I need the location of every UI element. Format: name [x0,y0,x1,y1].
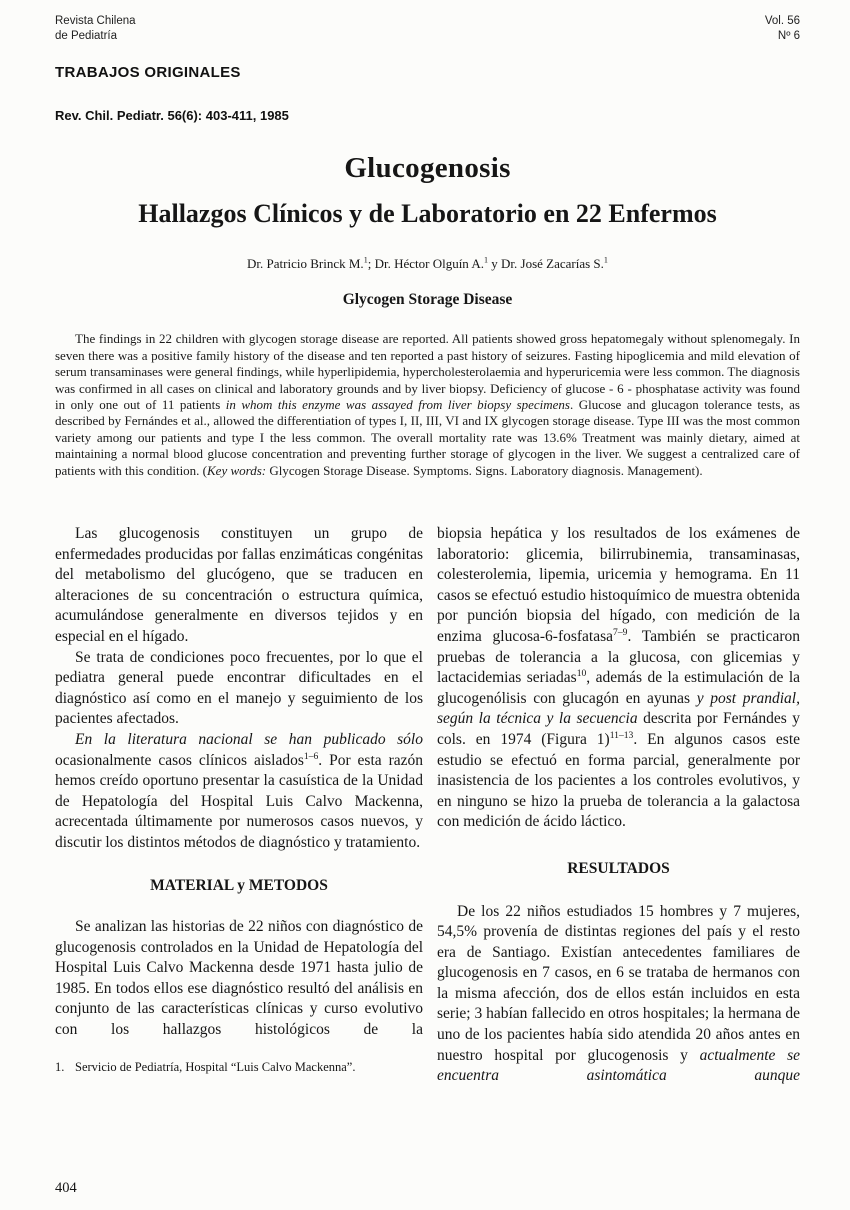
section-label: TRABAJOS ORIGINALES [55,64,241,82]
article-subtitle: Hallazgos Clínicos y de Laboratorio en 22 Enfermos [138,199,717,229]
paragraph-methods-continued: biopsia hepática y los resultados de los exámenes de laboratorio: glicemia, bilirrubinemia, transaminasas, colesterolemia, lipemia, uricemia y hemograma. En 11 casos se efectuó estudio histoquímico de muestra obtenida por punción biopsia del hígado, con medición de la enzima glucosa-6-fosfatasa$^{7-9}$. También se practicaron pruebas de tolerancia a la glucosa, con glicemias y lactacidemias seriadas$^{10}$, además de la estimulación de la glucogenólisis con glucagón en ayunas y post prandial, según la técnica y la secuencia descrita por Fernándes y cols. en 1974 (Figura 1)$^{11-13}$. En algunos casos este estudio se efectuó en forma parcial, generalmente por inasistencia de los pacientes a los controles evolutivos, y en ninguno se hizo la prueba de tolerancia a la galactosa con medición de ácido láctico. [437,525,801,831]
paragraph-intro-2: Se trata de condiciones poco frecuentes, por lo que el pediatra general puede encontrar dificultades en el diagnóstico así como en el manejo y seguimiento de los pacientes afectados. [55,648,423,728]
volume-issue [765,14,800,44]
article-title: Glucogenosis [344,152,511,185]
paragraph-results: De los 22 niños estudiados 15 hombres y 7 mujeres, 54,5% provenía de distintas regiones del país y el resto era de Santiago. Existían antecedentes familiares de glucogenosis en 7 casos, en 6 se trataba de hermanos con la misma afección, dos de ellos están incluidos en esta serie; 3 habían fallecido en otros hospitales; la hermana de uno de los pacientes había sido atendida 20 años antes en nuestro hospital por glucogenosis y actualmente se encuentra asintomática aunque [437,902,800,1085]
footnote-marker: 1. [55,1059,65,1074]
citation-line: Rev. Chil. Pediatr. 56(6): 403-411, 1985 [55,108,289,124]
footnote-text: Servicio de Pediatría, Hospital “Luis Calvo Mackenna”. [75,1059,356,1074]
volume-label: Vol. 56 [764,15,800,27]
footnote-affiliation [55,1060,385,1076]
paragraph-methods: Se analizan las historias de 22 niños con diagnóstico de glucogenosis controlados en la Unidad de Hepatología del Hospital Luis Calvo Mackenna desde 1971 hasta julio de 1985. En todos ellos ese diagnóstico resultó del análisis en conjunto de las características clínicas y curso evolutivo con los hallazgos histológicos de la [55,918,423,1039]
journal-name-line1: Revista Chilena [55,15,136,27]
right-column [437,524,800,1087]
authors-line: Dr. Patricio Brinck M.$^1$; Dr. Héctor Olguín A.$^1$ y Dr. José Zacarías S.$^1$ [247,256,608,272]
paragraph-intro-3: En la literatura nacional se han publicado sólo ocasionalmente casos clínicos aislados$^{1-6}$. Por esta razón hemos creído oportuno presentar la casuística de la Unidad de Hepatología del Hospital Luis Calvo Mackenna, acrecentada últimamente por numerosos casos nuevos, y discutir los distintos métodos de diagnóstico y tratamiento. [55,730,423,851]
heading-resultados: RESULTADOS [567,859,670,877]
english-title: Glycogen Storage Disease [342,291,513,309]
abstract: The findings in 22 children with glycogen storage disease are reported. All patients showed gross hepatomegaly without splenomegaly. In seven there was a positive family history of the disease and ten reported a past history of seizures. Fasting hipoglicemia and mild elevation of serum transaminases were general findings, while hyperlipidemia, hypercholesterolaemia and hyperuricemia were less common. The diagnosis was confirmed in all cases on clinical and laboratory grounds and by liver biopsy. Deficiency of glucose - 6 - phosphatase activity was found in only one out of 11 patients in whom this enzyme was assayed from liver biopsy specimens. Glucose and glucagon tolerance tests, as described by Fernándes et al., allowed the differentiation of types I, II, III, VI and IX glycogen storage disease. Type III was the most common variety among our patients and type I the less common. The overall mortality rate was 13.6% Treatment was mainly dietary, aimed at maintaining a normal blood glucose concentration and preventing further storage of glycogen in the liver. We suggest a centralized care of patients with this condition. (Key words: Glycogen Storage Disease. Symptoms. Signs. Laboratory diagnosis. Management). [55,331,800,478]
journal-name-line2: de Pediatría [55,30,118,43]
left-column [55,524,423,1087]
body-columns [55,524,800,1087]
masthead [55,14,800,44]
issue-label: Nº 6 [777,30,800,43]
paragraph-intro-1: Las glucogenosis constituyen un grupo de enfermedades producidas por fallas enzimáticas congénitas del metabolismo del glucógeno, que se traducen en alteraciones de su concentración o estructura química, acumulándose generalmente en diversos tejidos y en especial en el hígado. [55,525,423,645]
page-number: 404 [55,1180,77,1196]
journal-name [55,14,136,44]
heading-material-metodos: MATERIAL y METODOS [150,876,328,894]
